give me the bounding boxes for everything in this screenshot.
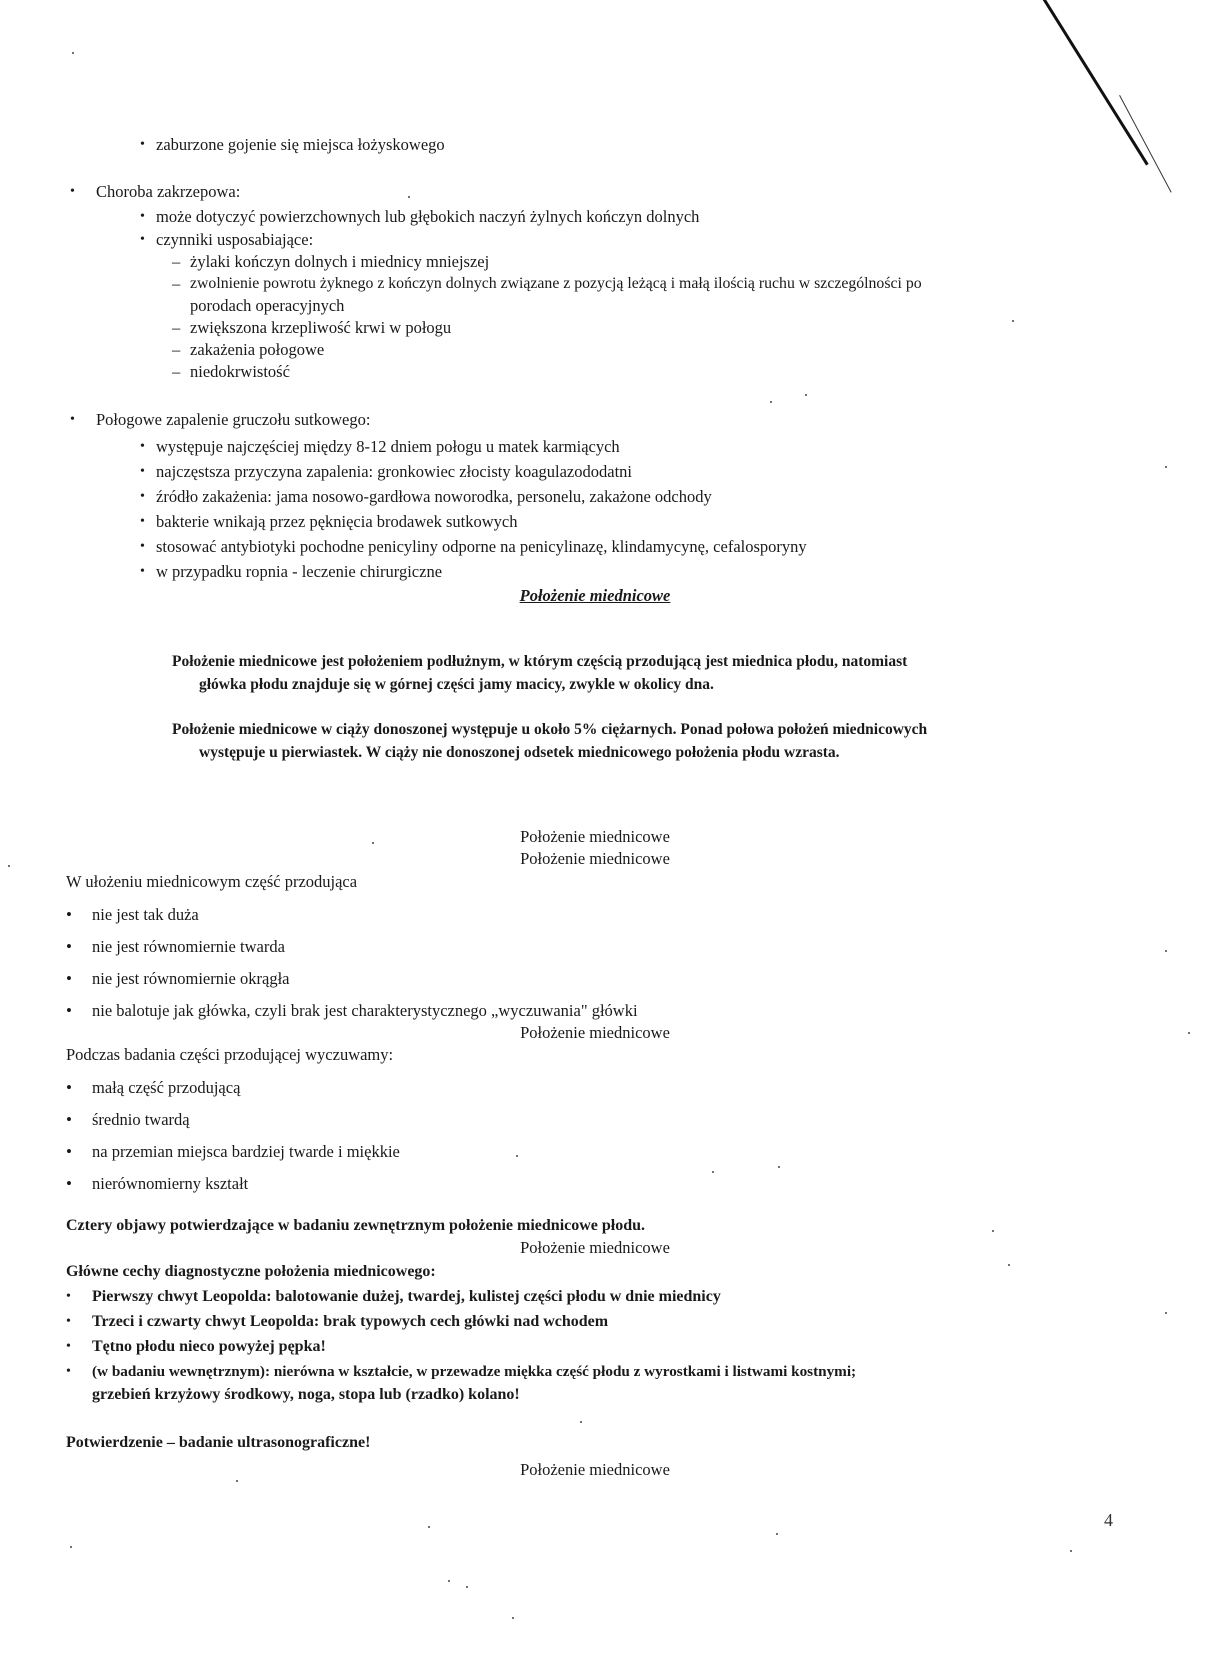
scan-speck	[72, 52, 74, 54]
scan-speck	[778, 1166, 780, 1168]
scan-speck	[992, 1230, 994, 1232]
list-item: występuje najczęściej między 8-12 dniem połogu u matek karmiących	[156, 437, 620, 456]
scan-speck	[580, 1421, 582, 1423]
scan-speck	[1188, 1032, 1190, 1034]
scan-speck	[712, 1171, 714, 1173]
list-item-continuation: grzebień krzyżowy środkowy, noga, stopa lub (rzadko) kolano!	[92, 1386, 520, 1403]
scan-speck	[1165, 466, 1167, 468]
scan-artifact-line	[1037, 0, 1148, 165]
bullet-icon: •	[66, 1314, 71, 1329]
dash-marker: –	[172, 340, 181, 359]
dash-marker: –	[172, 318, 181, 337]
dash-item: zwiększona krzepliwość krwi w połogu	[190, 318, 452, 337]
list-item: stosować antybiotyki pochodne penicyliny odporne na penicylinazę, klindamycynę, cefalosporyny	[156, 537, 807, 556]
scan-speck	[428, 1526, 430, 1528]
scan-speck	[1165, 1312, 1167, 1314]
bullet-icon: •	[66, 1339, 71, 1354]
slide-title: Położenie miednicowe	[520, 827, 670, 846]
paragraph-line: główka płodu znajduje się w górnej części jamy macicy, zwykle w okolicy dna.	[199, 676, 714, 693]
scan-speck	[466, 1586, 468, 1588]
bullet-icon: •	[66, 1110, 72, 1129]
dash-item: zakażenia połogowe	[190, 340, 325, 359]
bullet-icon: •	[66, 1364, 71, 1379]
list-item: może dotyczyć powierzchownych lub głębokich naczyń żylnych kończyn dolnych	[156, 207, 700, 226]
list-item: nie jest tak duża	[92, 905, 199, 924]
list-item: bakterie wnikają przez pęknięcia brodawek sutkowych	[156, 512, 518, 531]
scan-speck	[516, 1155, 518, 1157]
bullet-icon: •	[66, 1001, 72, 1020]
dash-item: niedokrwistość	[190, 362, 290, 381]
scan-speck	[236, 1480, 238, 1482]
bullet-icon: •	[66, 905, 72, 924]
list-heading: W ułożeniu miednicowym część przodująca	[66, 872, 358, 891]
page-number: 4	[1104, 1510, 1113, 1530]
scan-speck	[770, 401, 772, 403]
bullet-icon: •	[70, 412, 75, 427]
bullet-icon: •	[66, 1142, 72, 1161]
scan-speck	[512, 1617, 514, 1619]
dash-item-continuation: porodach operacyjnych	[190, 296, 345, 315]
section-heading: Połogowe zapalenie gruczołu sutkowego:	[96, 410, 371, 429]
scan-artifact-line-thin	[1119, 95, 1172, 193]
list-item: Trzeci i czwarty chwyt Leopolda: brak typowych cech główki nad wchodem	[92, 1313, 609, 1330]
slide-title: Położenie miednicowe	[520, 849, 670, 868]
scan-speck	[408, 196, 410, 198]
bullet-icon: •	[66, 1174, 72, 1193]
list-heading: Podczas badania części przodującej wyczuwamy:	[66, 1045, 394, 1064]
bullet-icon: •	[140, 464, 145, 479]
bullet-icon: •	[140, 489, 145, 504]
bullet-icon: •	[66, 1078, 72, 1097]
list-item: nie balotuje jak główka, czyli brak jest charakterystycznego „wyczuwania" główki	[92, 1001, 638, 1020]
list-item: średnio twardą	[92, 1110, 190, 1129]
scan-speck	[1070, 1550, 1072, 1552]
bullet-icon: •	[66, 937, 72, 956]
paragraph-line: Położenie miednicowe w ciąży donoszonej występuje u około 5% ciężarnych. Ponad połowa położeń miednicowych	[172, 721, 928, 738]
slide-title: Położenie miednicowe	[520, 1023, 670, 1042]
list-item: źródło zakażenia: jama nosowo-gardłowa noworodka, personelu, zakażone odchody	[156, 487, 712, 506]
list-item: nie jest równomiernie twarda	[92, 937, 285, 956]
list-item: na przemian miejsca bardziej twarde i miękkie	[92, 1142, 400, 1161]
scan-speck	[1012, 320, 1014, 322]
list-item: nierównomierny kształt	[92, 1174, 249, 1193]
list-item: Pierwszy chwyt Leopolda: balotowanie dużej, twardej, kulistej części płodu w dnie miednicy	[92, 1288, 721, 1305]
list-item: w przypadku ropnia - leczenie chirurgiczne	[156, 562, 443, 581]
bullet-icon: •	[66, 1289, 71, 1304]
dash-marker: –	[172, 362, 181, 381]
scan-speck	[8, 865, 10, 867]
scan-speck	[776, 1533, 778, 1535]
bullet-icon: •	[140, 564, 145, 579]
bullet-icon: •	[140, 514, 145, 529]
bullet-icon: •	[140, 232, 145, 247]
scan-speck	[1008, 1264, 1010, 1266]
sub-list-item: zaburzone gojenie się miejsca łożyskowego	[156, 135, 445, 154]
list-heading: Główne cechy diagnostyczne położenia miednicowego:	[66, 1263, 436, 1280]
list-item: Tętno płodu nieco powyżej pępka!	[92, 1338, 326, 1355]
bullet-icon: •	[70, 184, 75, 199]
list-item: nie jest równomiernie okrągła	[92, 969, 290, 988]
scan-speck	[70, 1546, 72, 1548]
bullet-icon: •	[66, 969, 72, 988]
bullet-icon: •	[140, 539, 145, 554]
paragraph-line: występuje u pierwiastek. W ciąży nie donoszonej odsetek miednicowego położenia płodu wzrasta.	[199, 744, 840, 761]
list-item: najczęstsza przyczyna zapalenia: gronkowiec złocisty koagulazododatni	[156, 462, 632, 481]
bullet-icon: •	[140, 439, 145, 454]
scan-speck	[1165, 950, 1167, 952]
scan-speck	[448, 1580, 450, 1582]
scan-speck	[372, 842, 374, 844]
slide-title: Położenie miednicowe	[520, 1238, 670, 1257]
section-heading: Choroba zakrzepowa:	[96, 182, 241, 201]
list-item: małą część przodującą	[92, 1078, 241, 1097]
dash-item: żylaki kończyn dolnych i miednicy mniejszej	[190, 252, 490, 271]
bold-statement: Potwierdzenie – badanie ultrasonograficzne!	[66, 1434, 371, 1451]
bullet-icon: •	[140, 137, 145, 152]
dash-marker: –	[172, 274, 181, 293]
slide-title: Położenie miednicowe	[520, 1460, 670, 1479]
list-item: (w badaniu wewnętrznym): nierówna w kształcie, w przewadze miękka część płodu z wyrostkami i listwami kostnymi;	[92, 1363, 857, 1380]
dash-marker: –	[172, 252, 181, 271]
list-item: czynniki usposabiające:	[156, 230, 314, 249]
paragraph-line: Położenie miednicowe jest położeniem podłużnym, w którym częścią przodującą jest miednica płodu, natomiast	[172, 653, 908, 670]
dash-item: zwolnienie powrotu żyknego z kończyn dolnych związane z pozycją leżącą i małą ilością ruchu w szczególności po	[190, 275, 922, 292]
page-title: Położenie miednicowe	[519, 586, 671, 605]
bold-statement: Cztery objawy potwierdzające w badaniu zewnętrznym położenie miednicowe płodu.	[66, 1217, 646, 1234]
bullet-icon: •	[140, 209, 145, 224]
scan-speck	[805, 394, 807, 396]
